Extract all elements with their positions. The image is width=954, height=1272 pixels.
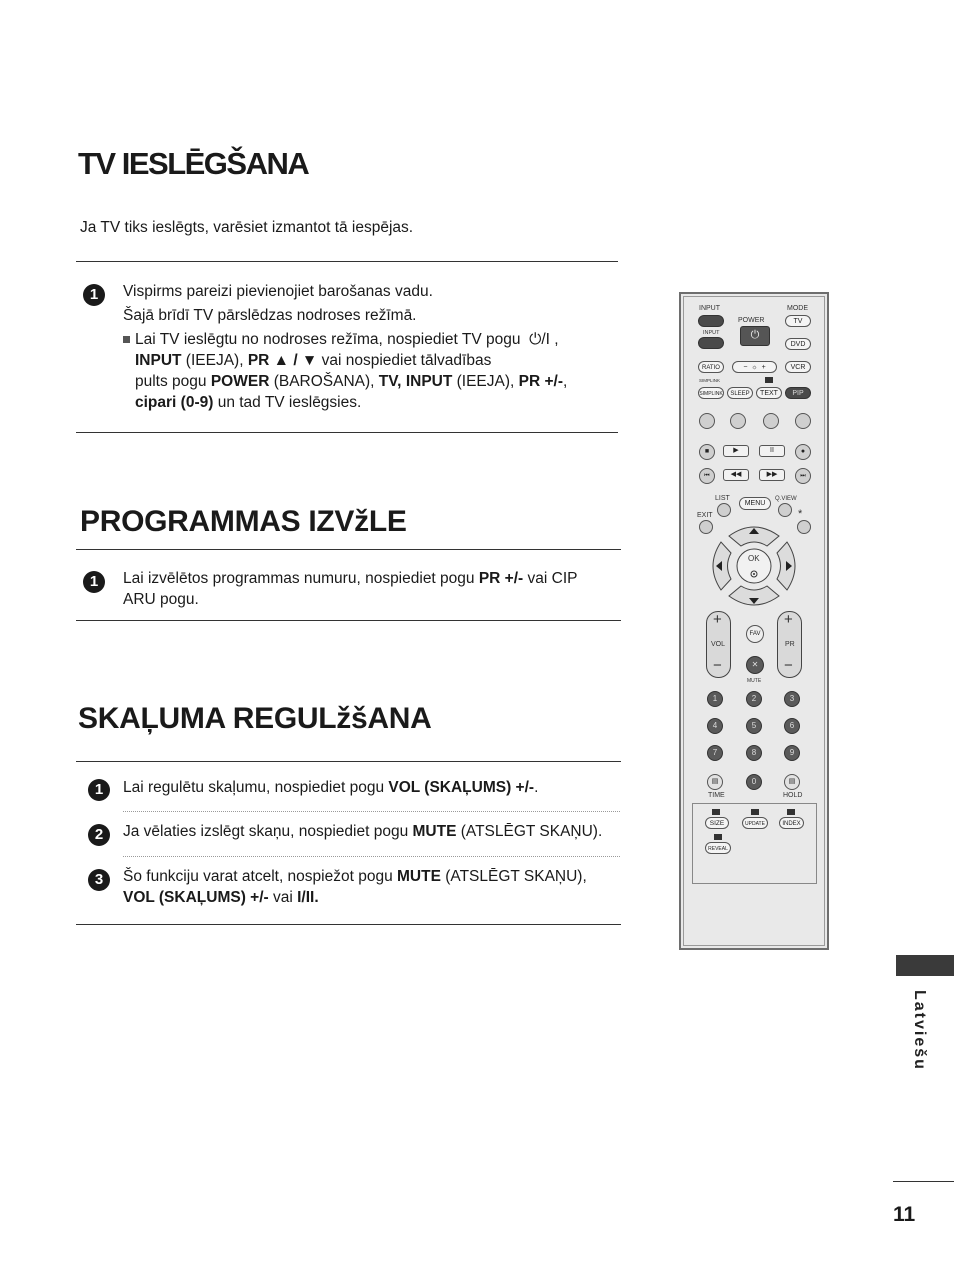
- remote-label: HOLD: [783, 792, 803, 799]
- remote-label: +: [784, 611, 793, 628]
- note: INPUT (IEEJA), PR ▲ / ▼ vai nospiediet tālvadības: [135, 352, 492, 369]
- stop-icon: ■: [699, 444, 715, 460]
- divider: [76, 549, 621, 550]
- rewind-icon: ◀◀: [723, 469, 749, 481]
- digit-button: 7: [707, 745, 723, 761]
- mute-icon: ✕: [746, 656, 764, 674]
- step-number-badge: 1: [83, 284, 105, 306]
- fast-forward-icon: ▶▶: [759, 469, 785, 481]
- remote-label: −: [713, 657, 722, 674]
- remote-button: REVEAL: [705, 842, 731, 854]
- brightness-icon: − ☼ +: [732, 361, 777, 373]
- color-button: [730, 413, 746, 429]
- digit-button: 1: [707, 691, 723, 707]
- remote-button: UPDATE: [742, 817, 768, 829]
- remote-button: VCR: [785, 361, 811, 373]
- section-title-volume: SKAĻUMA REGULžšANA: [78, 702, 432, 735]
- remote-label: LIST: [715, 495, 730, 502]
- step-line: Vispirms pareizi pievienojiet barošanas vadu.: [123, 283, 433, 300]
- power-icon: ⏻: [740, 326, 770, 346]
- skip-back-icon: ⏮: [699, 468, 715, 484]
- reveal-icon: [714, 834, 722, 840]
- record-icon: ●: [795, 444, 811, 460]
- remote-button: TEXT: [756, 387, 782, 399]
- remote-label: OK: [748, 554, 760, 563]
- index-icon: [787, 809, 795, 815]
- pause-icon: II: [759, 445, 785, 457]
- remote-button: SLEEP: [727, 387, 753, 399]
- play-icon: ▶: [723, 445, 749, 457]
- step-text: [123, 281, 618, 413]
- bullet-icon: [123, 336, 130, 343]
- step-text: Lai izvēlētos programmas numuru, nospiediet pogu PR +/- vai CIP ARU pogu.: [123, 570, 578, 608]
- remote-button: SIZE: [705, 817, 729, 829]
- step-number-badge: 3: [88, 869, 110, 891]
- remote-button: [698, 315, 724, 327]
- step-number-badge: 2: [88, 824, 110, 846]
- section-title-tv-on: TV IESLĒGŠANA: [78, 146, 309, 181]
- remote-label: POWER: [738, 317, 765, 324]
- divider: [76, 432, 618, 433]
- input-icon: [698, 337, 724, 349]
- digit-button: 4: [707, 718, 723, 734]
- language-label: Latviešu: [911, 990, 928, 1071]
- page-number-rule: [893, 1181, 954, 1182]
- remote-label: MODE: [787, 305, 808, 312]
- digit-button: 3: [784, 691, 800, 707]
- divider: [76, 761, 621, 762]
- step-number-badge: 1: [88, 779, 110, 801]
- remote-button: INDEX: [779, 817, 804, 829]
- digit-button: 8: [746, 745, 762, 761]
- digit-button: 2: [746, 691, 762, 707]
- remote-button: FAV: [746, 625, 764, 643]
- remote-button: RATIO: [698, 361, 724, 373]
- digit-button: 0: [746, 774, 762, 790]
- digit-button: 6: [784, 718, 800, 734]
- dotted-divider: [123, 811, 620, 812]
- q-view-button: [778, 503, 792, 517]
- remote-label: Q.VIEW: [775, 496, 797, 502]
- page-number: 11: [893, 1203, 916, 1226]
- step-line: Šajā brīdī TV pārslēdzas nodroses režīmā.: [123, 307, 417, 324]
- digit-button: 9: [784, 745, 800, 761]
- step-text: Šo funkciju varat atcelt, nospiežot pogu MUTE (ATSLĒGT SKAŅU), VOL (SKAĻUMS) +/- vai I/II.: [123, 868, 587, 906]
- power-symbol-icon: ⏻/I: [529, 331, 550, 348]
- language-tab: [896, 955, 954, 976]
- step-text: Lai regulētu skaļumu, nospiediet pogu VOL (SKAĻUMS) +/-.: [123, 779, 539, 796]
- list-button: [717, 503, 731, 517]
- note: pults pogu POWER (BAROŠANA), TV, INPUT (IEEJA), PR +/-,: [135, 373, 568, 390]
- update-icon: [751, 809, 759, 815]
- remote-label: TIME: [708, 792, 725, 799]
- section-intro: Ja TV tiks ieslēgts, varēsiet izmantot tā iespējas.: [80, 219, 414, 236]
- remote-label: −: [784, 657, 793, 674]
- remote-label: EXIT: [697, 512, 713, 519]
- remote-label: INPUT: [699, 305, 720, 312]
- remote-button: MENU: [739, 497, 771, 510]
- navigation-pad: [709, 522, 799, 610]
- dotted-divider: [123, 856, 620, 857]
- star-button: [797, 520, 811, 534]
- note: Lai TV ieslēgtu no nodroses režīma, nospiediet TV pogu ⏻/I ,: [123, 329, 618, 350]
- remote-button: DVD: [785, 338, 811, 350]
- digit-button: 5: [746, 718, 762, 734]
- time-icon: ▤: [707, 774, 723, 790]
- color-button: [699, 413, 715, 429]
- remote-label: +: [713, 611, 722, 628]
- step-text: Ja vēlaties izslēgt skaņu, nospiediet pogu MUTE (ATSLĒGT SKAŅU).: [123, 823, 603, 840]
- remote-label: *: [798, 508, 803, 520]
- remote-button: SIMPLINK: [698, 387, 724, 399]
- color-button: [763, 413, 779, 429]
- remote-label: INPUT: [703, 330, 720, 336]
- remote-button: TV: [785, 315, 811, 327]
- teletext-icon: [765, 377, 773, 383]
- remote-label: MUTE: [747, 678, 762, 684]
- hold-icon: ▤: [784, 774, 800, 790]
- divider: [76, 924, 621, 925]
- remote-label: PR: [785, 641, 795, 648]
- section-title-program: PROGRAMMAS IZVžLE: [80, 505, 407, 538]
- remote-button: PIP: [785, 387, 811, 399]
- divider: [76, 261, 618, 262]
- step-number-badge: 1: [83, 571, 105, 593]
- remote-label: SIMPLINK: [699, 378, 721, 383]
- skip-forward-icon: ⏭: [795, 468, 811, 484]
- divider: [76, 620, 621, 621]
- color-button: [795, 413, 811, 429]
- remote-label: VOL: [711, 641, 726, 648]
- size-icon: [712, 809, 720, 815]
- note: cipari (0-9) un tad TV ieslēgsies.: [135, 394, 362, 411]
